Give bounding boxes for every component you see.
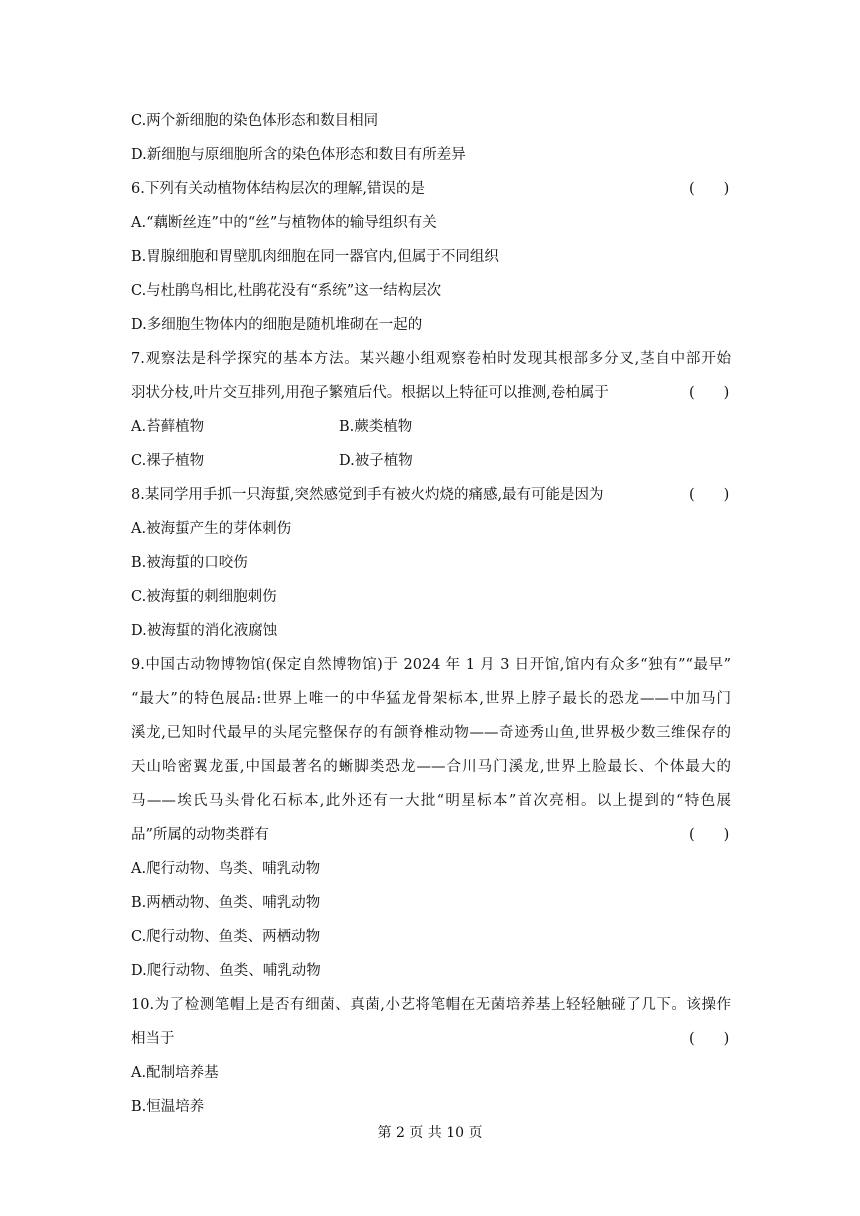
q6-option-b: B.胃腺细胞和胃壁肌肉细胞在同一器官内,但属于不同组织 bbox=[131, 249, 499, 265]
q5-option-c: C.两个新细胞的染色体形态和数目相同 bbox=[131, 113, 379, 129]
q7-option-c: C.裸子植物 bbox=[131, 453, 205, 469]
q7-option-b: B.蕨类植物 bbox=[339, 419, 413, 435]
q5-option-d: D.新细胞与原细胞所含的染色体形态和数目有所差异 bbox=[131, 147, 466, 163]
q9-option-c: C.爬行动物、鱼类、两栖动物 bbox=[131, 929, 321, 945]
q8-option-d: D.被海蜇的消化液腐蚀 bbox=[131, 623, 278, 639]
q6-answer-bracket[interactable]: ( ) bbox=[689, 181, 730, 197]
q6-stem: 6.下列有关动植物体结构层次的理解,错误的是 bbox=[131, 181, 425, 197]
q9-option-b: B.两栖动物、鱼类、哺乳动物 bbox=[131, 895, 321, 911]
q10-stem-line-2: 相当于 bbox=[131, 1031, 175, 1047]
q6-option-c: C.与杜鹃鸟相比,杜鹃花没有“系统”这一结构层次 bbox=[131, 283, 442, 299]
q9-option-a: A.爬行动物、鸟类、哺乳动物 bbox=[131, 861, 321, 877]
q10-option-a: A.配制培养基 bbox=[131, 1065, 219, 1081]
q9-stem-line-4: 天山哈密翼龙蛋,中国最著名的蜥脚类恐龙——合川马门溪龙,世界上脸最长、个体最大的 bbox=[131, 759, 731, 775]
q9-option-d: D.爬行动物、鱼类、哺乳动物 bbox=[131, 963, 321, 979]
q8-option-b: B.被海蜇的口咬伤 bbox=[131, 555, 248, 571]
q6-option-a: A.“藕断丝连”中的“丝”与植物体的输导组织有关 bbox=[131, 215, 437, 231]
q7-stem-line-2: 羽状分枝,叶片交互排列,用孢子繁殖后代。根据以上特征可以推测,卷柏属于 bbox=[131, 385, 609, 401]
page-number-footer: 第 2 页 共 10 页 bbox=[377, 1125, 483, 1141]
q7-option-d: D.被子植物 bbox=[339, 453, 413, 469]
q9-stem-line-6: 品”所属的动物类群有 bbox=[131, 827, 269, 843]
q8-answer-bracket[interactable]: ( ) bbox=[689, 487, 730, 503]
q6-option-d: D.多细胞生物体内的细胞是随机堆砌在一起的 bbox=[131, 317, 423, 333]
q9-stem-line-2: “最大”的特色展品:世界上唯一的中华猛龙骨架标本,世界上脖子最长的恐龙——中加马门 bbox=[131, 691, 731, 707]
q10-option-b: B.恒温培养 bbox=[131, 1099, 205, 1115]
q10-answer-bracket[interactable]: ( ) bbox=[689, 1031, 730, 1047]
q9-stem-line-1: 9.中国古动物博物馆(保定自然博物馆)于 2024 年 1 月 3 日开馆,馆内有众多“独有”“最早” bbox=[131, 657, 731, 673]
q9-answer-bracket[interactable]: ( ) bbox=[689, 827, 730, 843]
q7-answer-bracket[interactable]: ( ) bbox=[689, 385, 730, 401]
q10-stem-line-1: 10.为了检测笔帽上是否有细菌、真菌,小艺将笔帽在无菌培养基上轻轻触碰了几下。该操作 bbox=[131, 997, 731, 1013]
q9-stem-line-5: 马——埃氏马头骨化石标本,此外还有一大批“明星标本”首次亮相。以上提到的“特色展 bbox=[131, 793, 731, 809]
q9-stem-line-3: 溪龙,已知时代最早的头尾完整保存的有颌脊椎动物——奇迹秀山鱼,世界极少数三维保存的 bbox=[131, 725, 731, 741]
q7-option-a: A.苔藓植物 bbox=[131, 419, 205, 435]
q8-stem: 8.某同学用手抓一只海蜇,突然感觉到手有被火灼烧的痛感,最有可能是因为 bbox=[131, 487, 604, 503]
q7-stem-line-1: 7.观察法是科学探究的基本方法。某兴趣小组观察卷柏时发现其根部多分叉,茎自中部开始 bbox=[131, 351, 731, 367]
q8-option-a: A.被海蜇产生的芽体刺伤 bbox=[131, 521, 292, 537]
q8-option-c: C.被海蜇的刺细胞刺伤 bbox=[131, 589, 277, 605]
